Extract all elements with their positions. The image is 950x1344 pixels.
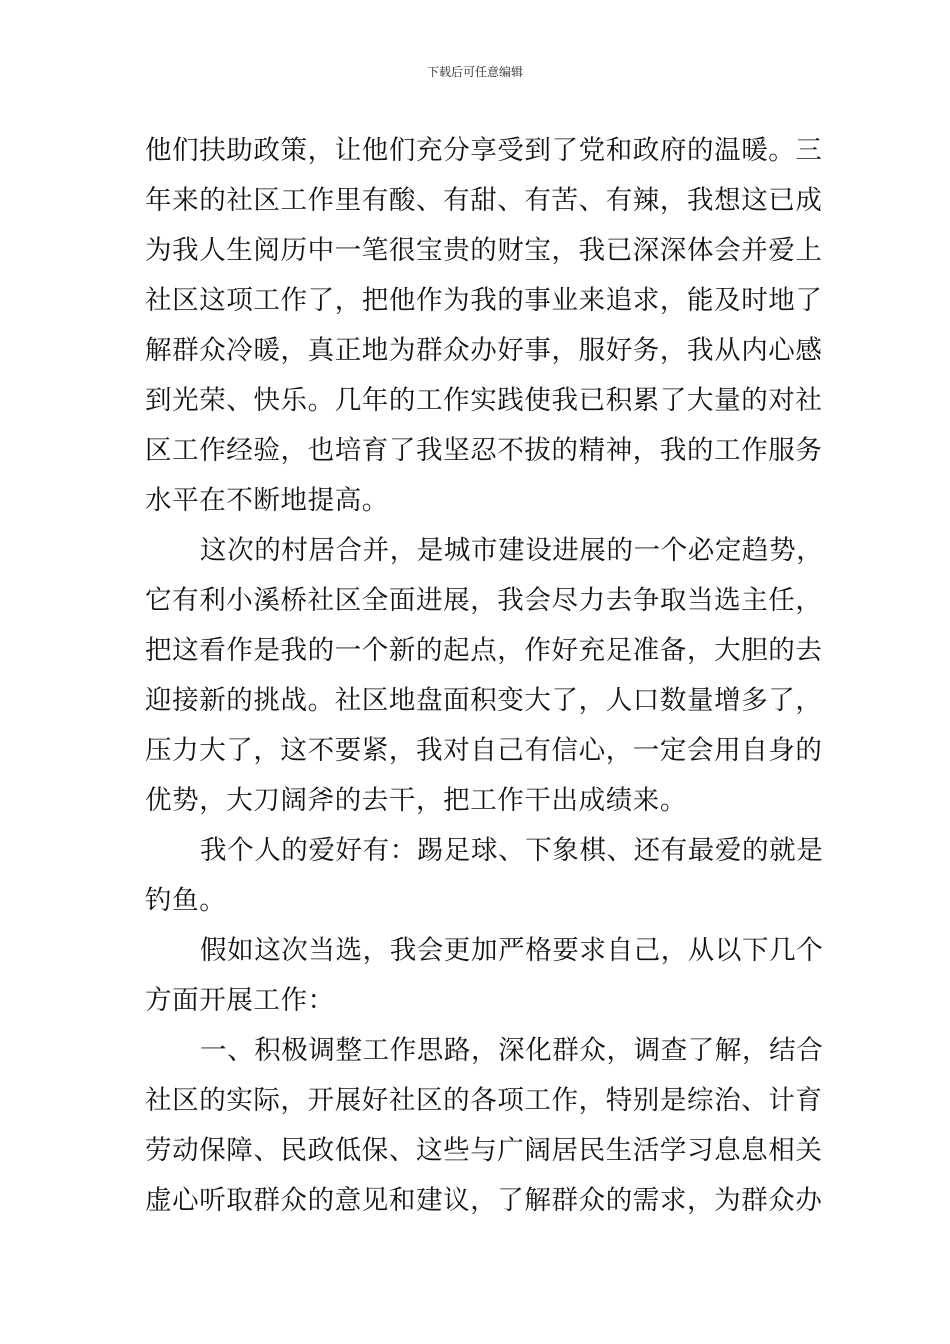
text-line: 年来的社区工作里有酸、有甜、有苦、有辣，我想这已成: [145, 185, 823, 216]
text-line: 它有利小溪桥社区全面进展，我会尽力去争取当选主任，: [145, 585, 823, 616]
text-line: 社区这项工作了，把他作为我的事业来追求，能及时地了: [145, 285, 823, 316]
paragraph-first-line: 这次的村居合并，是城市建设进展的一个必定趋势，: [200, 535, 824, 566]
text-line: 钓鱼。: [145, 885, 227, 916]
text-line: 虚心听取群众的意见和建议，了解群众的需求，为群众办: [145, 1185, 823, 1216]
text-line: 他们扶助政策，让他们充分享受到了党和政府的温暖。三: [145, 135, 823, 166]
text-line: 到光荣、快乐。几年的工作实践使我已积累了大量的对社: [145, 385, 823, 416]
text-line: 方面开展工作：: [145, 985, 335, 1016]
text-line: 迎接新的挑战。社区地盘面积变大了，人口数量增多了，: [145, 685, 823, 716]
text-line: 优势，大刀阔斧的去干，把工作干出成绩来。: [145, 785, 687, 816]
paragraph-first-line: 我个人的爱好有：踢足球、下象棋、还有最爱的就是: [200, 835, 824, 866]
paragraph-first-line: 一、积极调整工作思路，深化群众，调查了解，结合: [200, 1035, 824, 1066]
page-header: 下载后可任意编辑: [426, 65, 523, 79]
text-line: 为我人生阅历中一笔很宝贵的财宝，我已深深体会并爱上: [145, 235, 823, 266]
text-line: 社区的实际，开展好社区的各项工作，特别是综治、计育: [145, 1085, 823, 1116]
paragraph-first-line: 假如这次当选，我会更加严格要求自己，从以下几个: [200, 935, 824, 966]
text-line: 区工作经验，也培育了我坚忍不拔的精神，我的工作服务: [145, 435, 823, 466]
text-line: 压力大了，这不要紧，我对自己有信心，一定会用自身的: [145, 735, 823, 766]
text-line: 劳动保障、民政低保、这些与广阔居民生活学习息息相关: [145, 1135, 823, 1166]
text-line: 把这看作是我的一个新的起点，作好充足准备，大胆的去: [145, 635, 823, 666]
body-text: [145, 126, 824, 1226]
text-line: 解群众冷暖，真正地为群众办好事，服好务，我从内心感: [145, 335, 823, 366]
text-line: 水平在不断地提高。: [145, 485, 389, 516]
